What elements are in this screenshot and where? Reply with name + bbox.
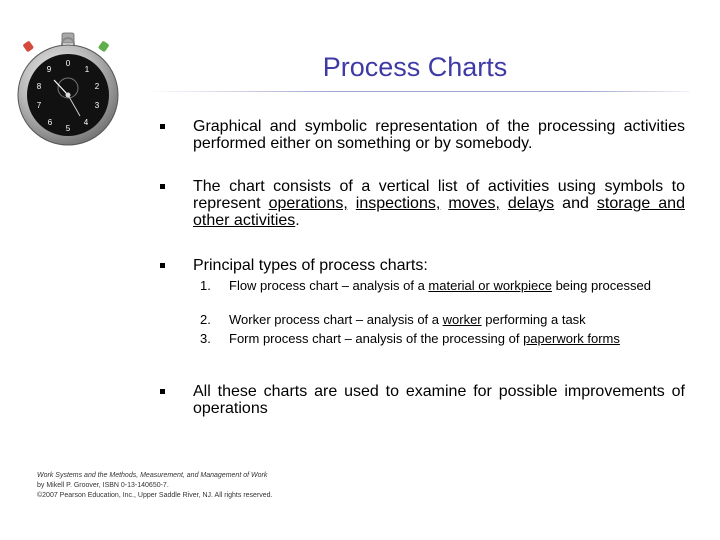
underlined-term: material or workpiece [428,278,552,293]
dial-number-0: 0 [65,59,71,68]
dial-number-8: 8 [36,82,42,91]
title-divider [145,91,690,92]
subitem-3-text [229,331,685,346]
text-run: . [295,212,300,229]
dial-number-4: 4 [83,118,89,127]
dial-number-7: 7 [36,101,42,110]
bullet-square-icon [160,184,165,189]
bullet-square-icon [160,124,165,129]
underlined-term: operations, [268,195,348,212]
underlined-term: paperwork forms [523,331,620,346]
text-run: All these charts are used to examine for possible improvements of operations [193,383,685,417]
text-run: Graphical and symbolic representation of the processing activities performed either on something or by somebody. [193,118,685,152]
text-run: performing a task [481,312,586,327]
underlined-term: delays [507,195,555,212]
dial-number-5: 5 [65,124,71,133]
copyright-footer [37,471,337,501]
dial-number-6: 6 [47,118,53,127]
text-run [500,195,508,212]
text-run: being processed [551,278,651,293]
underlined-term: storage and other activities [193,195,685,229]
subitem-2-number: 2. [200,312,211,327]
text-run: The chart consists of a vertical list of activities using symbols to represent [193,178,685,212]
dial-number-9: 9 [46,65,52,74]
dial-number-2: 2 [94,82,100,91]
bullet-3-text [193,257,685,274]
footer-copyright: ©2007 Pearson Education, Inc., Upper Saddle River, NJ. All rights reserved. [37,492,273,499]
underlined-term: worker [442,312,482,327]
text-run: Worker process chart – analysis of a [229,312,443,327]
bullet-4-text [193,383,685,417]
underlined-term: moves, [448,195,500,212]
subitem-2-text [229,312,685,327]
underlined-term: inspections, [355,195,441,212]
subitem-3-number: 3. [200,331,211,346]
dial-number-1: 1 [84,65,90,74]
bullet-square-icon [160,263,165,268]
bullet-2-text [193,178,685,229]
subitem-1-text [229,278,685,293]
text-run: Flow process chart – analysis of a [229,278,429,293]
subitem-1-number: 1. [200,278,211,293]
slide-title: Process Charts [322,52,508,82]
text-run: and [554,195,597,212]
text-run: Form process chart – analysis of the processing of [229,331,524,346]
bullet-square-icon [160,389,165,394]
dial-number-3: 3 [94,101,100,110]
footer-book-title: Work Systems and the Methods, Measurement, and Management of Work [37,472,268,479]
stopwatch-icon [14,30,124,150]
bullet-1-text [193,118,685,152]
text-run: Principal types of process charts: [193,257,428,274]
text-run [348,195,356,212]
footer-author: by Mikell P. Groover, ISBN 0-13-140650-7. [37,482,169,489]
